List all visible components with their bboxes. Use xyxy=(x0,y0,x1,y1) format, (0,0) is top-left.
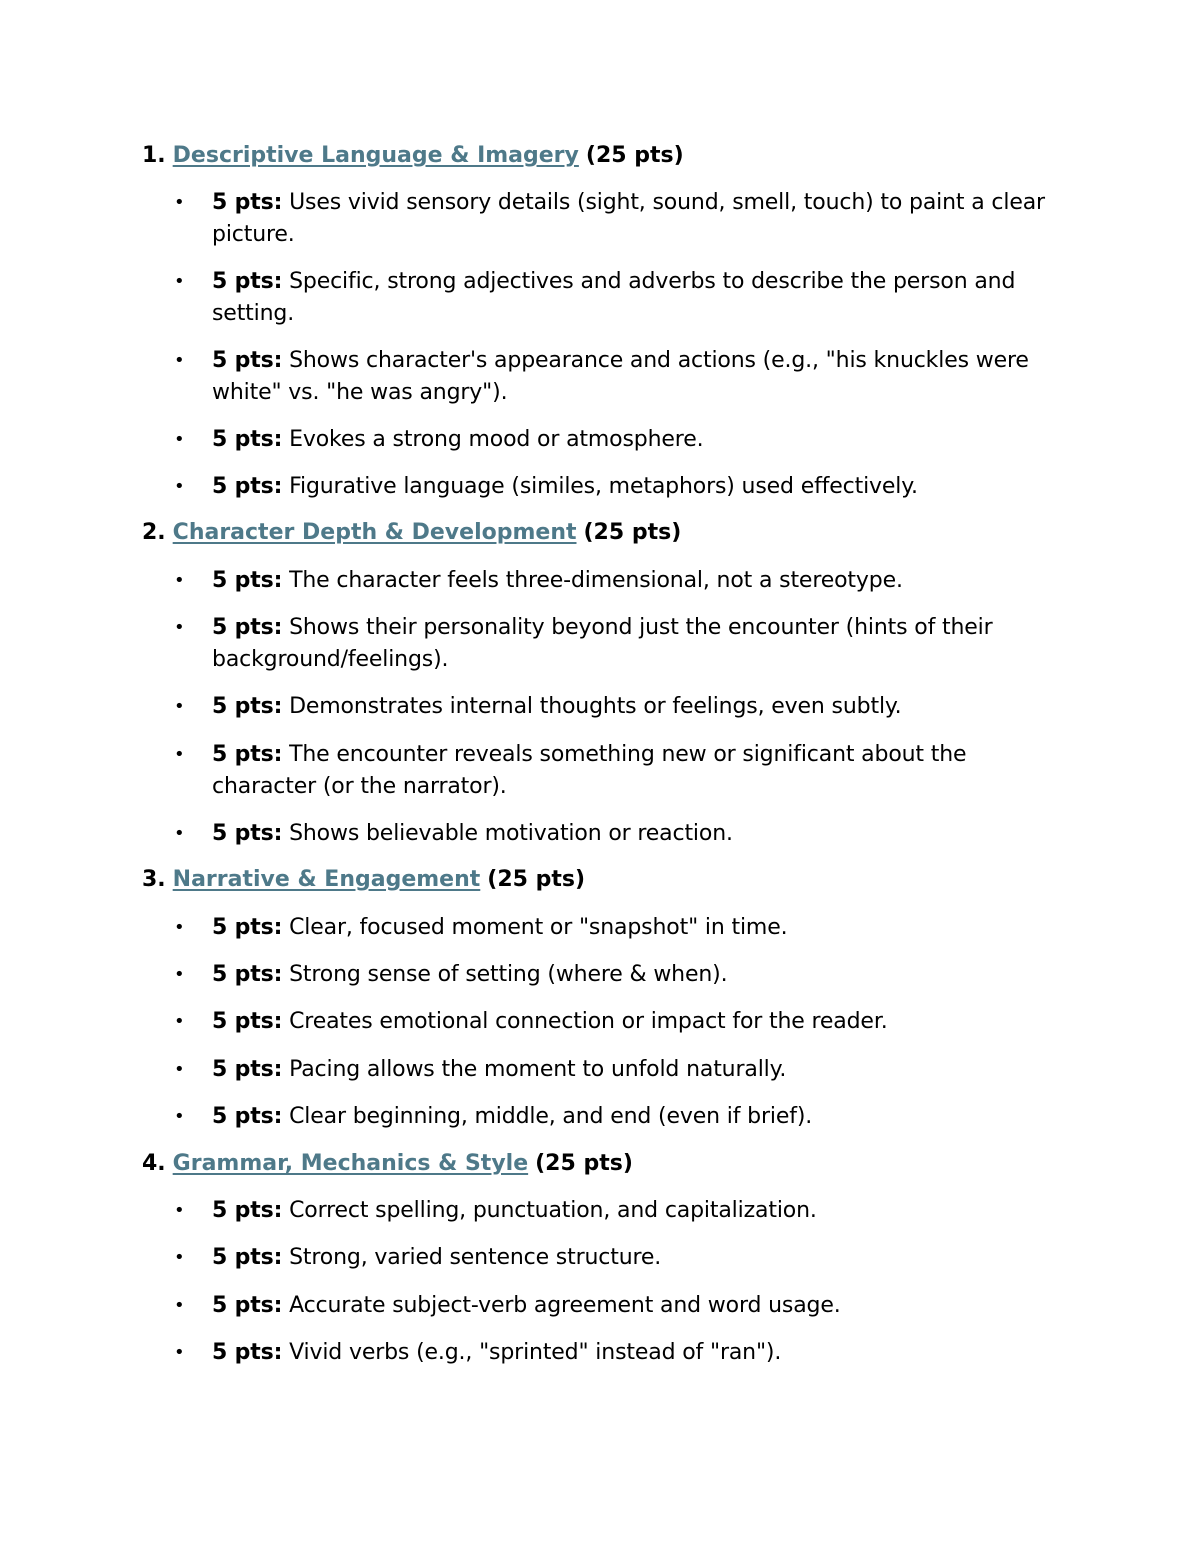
section-points: (25 pts) xyxy=(583,520,682,545)
bullet-icon: • xyxy=(174,917,185,938)
item-points-label: 5 pts: xyxy=(212,742,283,767)
section-number: 1. xyxy=(142,143,166,168)
item-points-label: 5 pts: xyxy=(212,348,283,373)
item-text xyxy=(212,912,1072,944)
section-title-link[interactable]: Character Depth & Development xyxy=(172,520,577,545)
bullet-icon: • xyxy=(174,271,185,292)
item-text xyxy=(212,959,1072,991)
item-description: Demonstrates internal thoughts or feelings, even subtly. xyxy=(289,694,902,719)
bullet-icon: • xyxy=(174,964,185,985)
item-description: Evokes a strong mood or atmosphere. xyxy=(289,427,704,452)
item-description: Shows believable motivation or reaction. xyxy=(289,821,733,846)
item-points-label: 5 pts: xyxy=(212,1104,283,1129)
item-description: Strong sense of setting (where & when). xyxy=(289,962,728,987)
item-points-label: 5 pts: xyxy=(212,568,283,593)
item-description: Specific, strong adjectives and adverbs to describe the person and setting. xyxy=(212,269,1016,326)
item-text xyxy=(212,345,1072,408)
section-number: 3. xyxy=(142,867,166,892)
bullet-icon: • xyxy=(174,1059,185,1080)
item-text xyxy=(212,612,1072,675)
item-points-label: 5 pts: xyxy=(212,474,283,499)
item-points-label: 5 pts: xyxy=(212,915,283,940)
bullet-icon: • xyxy=(174,1295,185,1316)
section-title-link[interactable]: Grammar, Mechanics & Style xyxy=(172,1151,529,1176)
item-points-label: 5 pts: xyxy=(212,1245,283,1270)
item-description: Pacing allows the moment to unfold naturally. xyxy=(289,1057,787,1082)
item-description: Shows character's appearance and actions (e.g., "his knuckles were white" vs. "he was angry"). xyxy=(212,348,1029,405)
section-points: (25 pts) xyxy=(535,1151,633,1176)
section-heading xyxy=(142,140,684,171)
bullet-icon: • xyxy=(174,1011,185,1032)
item-text xyxy=(212,739,1072,802)
item-description: Uses vivid sensory details (sight, sound, smell, touch) to paint a clear picture. xyxy=(212,190,1045,247)
item-points-label: 5 pts: xyxy=(212,1009,283,1034)
section-heading xyxy=(142,864,585,895)
bullet-icon: • xyxy=(174,617,185,638)
item-text xyxy=(212,1101,1072,1133)
item-text xyxy=(212,1195,1072,1227)
bullet-icon: • xyxy=(174,570,185,591)
section-title-link[interactable]: Narrative & Engagement xyxy=(172,867,481,892)
item-text xyxy=(212,1337,1072,1369)
item-points-label: 5 pts: xyxy=(212,427,283,452)
item-points-label: 5 pts: xyxy=(212,1293,283,1318)
item-text xyxy=(212,691,1072,723)
bullet-icon: • xyxy=(174,823,185,844)
item-text xyxy=(212,1290,1072,1322)
item-description: The encounter reveals something new or significant about the character (or the narrator). xyxy=(212,742,967,799)
item-text xyxy=(212,424,1072,456)
item-description: Clear, focused moment or "snapshot" in time. xyxy=(289,915,788,940)
bullet-icon: • xyxy=(174,1342,185,1363)
item-text xyxy=(212,187,1072,250)
item-points-label: 5 pts: xyxy=(212,962,283,987)
bullet-icon: • xyxy=(174,192,185,213)
section-heading xyxy=(142,1148,633,1179)
item-description: Vivid verbs (e.g., "sprinted" instead of "ran"). xyxy=(289,1340,782,1365)
item-description: Shows their personality beyond just the encounter (hints of their background/feelings). xyxy=(212,615,993,672)
item-description: The character feels three-dimensional, not a stereotype. xyxy=(289,568,903,593)
bullet-icon: • xyxy=(174,1106,185,1127)
item-points-label: 5 pts: xyxy=(212,190,283,215)
item-points-label: 5 pts: xyxy=(212,821,283,846)
bullet-icon: • xyxy=(174,350,185,371)
bullet-icon: • xyxy=(174,1200,185,1221)
bullet-icon: • xyxy=(174,429,185,450)
item-points-label: 5 pts: xyxy=(212,1057,283,1082)
item-description: Accurate subject-verb agreement and word usage. xyxy=(289,1293,841,1318)
bullet-icon: • xyxy=(174,1247,185,1268)
item-description: Creates emotional connection or impact for the reader. xyxy=(289,1009,888,1034)
section-number: 2. xyxy=(142,520,166,545)
item-points-label: 5 pts: xyxy=(212,1198,283,1223)
item-description: Strong, varied sentence structure. xyxy=(289,1245,662,1270)
bullet-icon: • xyxy=(174,696,185,717)
item-text xyxy=(212,266,1072,329)
section-title-link[interactable]: Descriptive Language & Imagery xyxy=(172,143,579,168)
item-text xyxy=(212,818,1072,850)
item-description: Clear beginning, middle, and end (even if brief). xyxy=(289,1104,813,1129)
section-points: (25 pts) xyxy=(585,143,684,168)
item-description: Correct spelling, punctuation, and capitalization. xyxy=(289,1198,817,1223)
item-points-label: 5 pts: xyxy=(212,269,283,294)
section-heading xyxy=(142,517,681,548)
bullet-icon: • xyxy=(174,744,185,765)
item-text xyxy=(212,1006,1072,1038)
item-points-label: 5 pts: xyxy=(212,694,283,719)
section-number: 4. xyxy=(142,1151,166,1176)
bullet-icon: • xyxy=(174,476,185,497)
item-description: Figurative language (similes, metaphors) used effectively. xyxy=(289,474,918,499)
item-points-label: 5 pts: xyxy=(212,1340,283,1365)
item-points-label: 5 pts: xyxy=(212,615,283,640)
item-text xyxy=(212,565,1072,597)
section-points: (25 pts) xyxy=(487,867,586,892)
item-text xyxy=(212,1054,1072,1086)
item-text xyxy=(212,1242,1072,1274)
item-text xyxy=(212,471,1072,503)
